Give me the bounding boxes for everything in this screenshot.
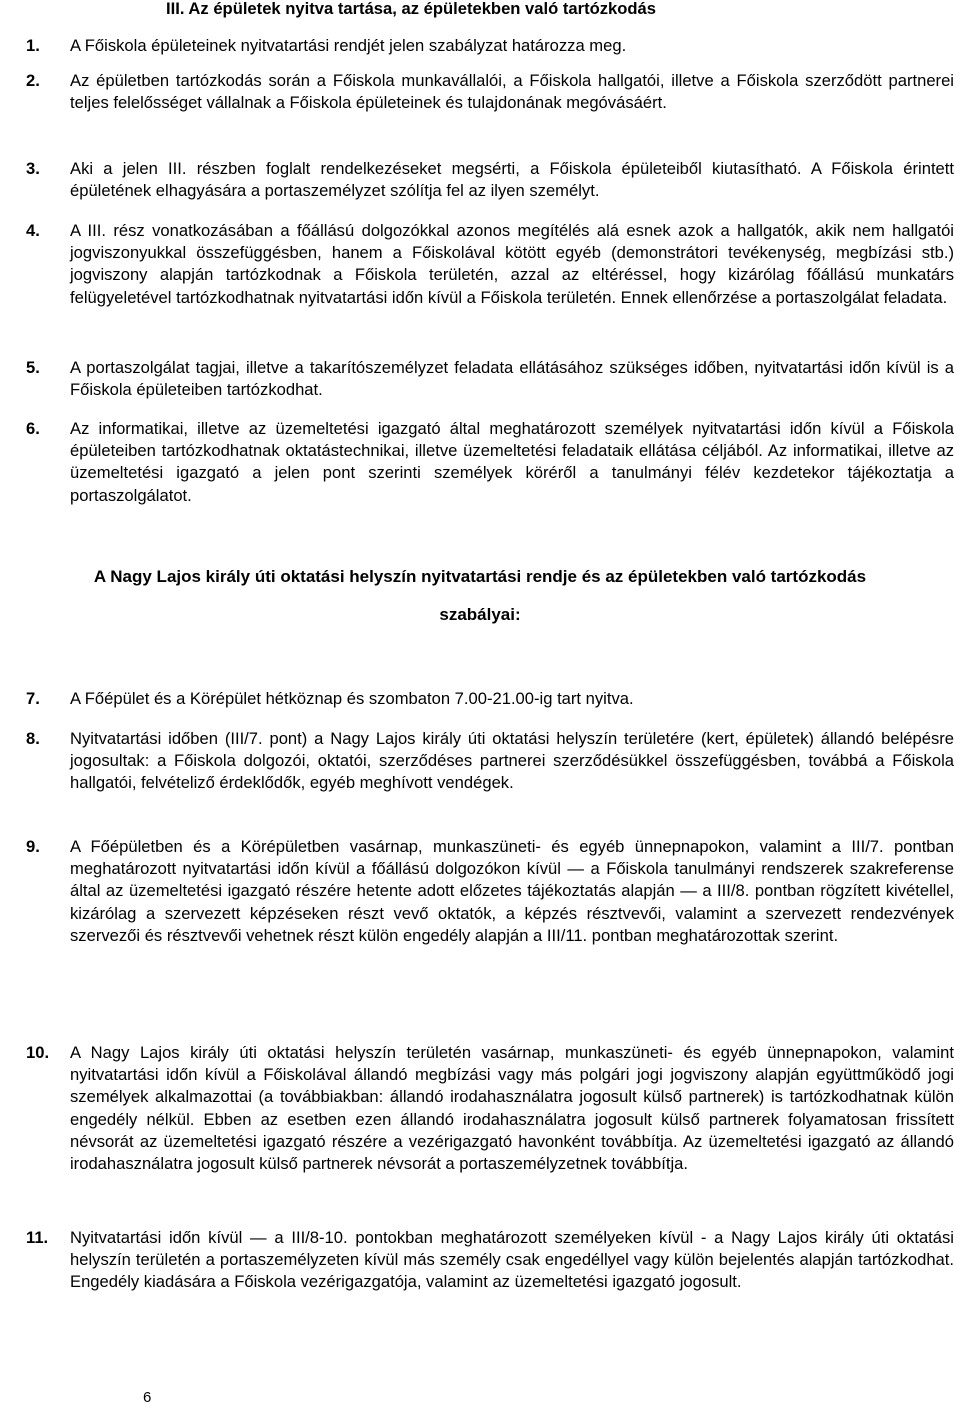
list-item-7: [26, 688, 954, 710]
item-text: Az informatikai, illetve az üzemeltetési igazgató által meghatározott személyek nyitvatartási időn kívül a Főiskola épületeiben tartózkodhatnak oktatástechnikai, illetve üzemeltetési feladataik ellátása céljából. Az informatikai, illetve az üzemeltetési igazgató a jelen pont szerinti személyek köréről a tanulmányi félév kezdetekor tájékoztatja a portaszolgálatot.: [70, 419, 954, 505]
item-text: A Főépületben és a Körépületben vasárnap, munkaszüneti- és egyéb ünnepnapokon, valamint a III/7. pontban meghatározott nyitvatartási időn kívül a főállású dolgozókon kívül — a Főiskola tanulmányi rendszerek szakreferense által az üzemeltetési igazgató részére hetente adott előzetes tájékoztatás alapján — a III/8. pontban rögzített kivétellel, kizárólag a szervezett képzéseken részt vevő oktatók, a képzés résztvevői, valamint a szervezett rendezvények szervezői és résztvevői vehetnek részt külön engedély alapján a III/11. pontban meghatározottak szerint.: [70, 837, 954, 945]
item-text: A III. rész vonatkozásában a főállású dolgozókkal azonos megítélés alá esnek azok a hallgatók, akik nem hallgatói jogviszonyukkal összefüggésben, hanem a Főiskolával kötött egyéb (demonstrátori tevékenység, megbízási stb.) jogviszony alapján tartózkodnak a Főiskola területén, azzal az eltéréssel, hogy kizárólag főállású munkatárs felügyeletével tartózkodhatnak nyitvatartási időn kívül a Főiskola területén. Ennek ellenőrzése a portaszolgálat feladata.: [70, 221, 954, 307]
list-item-9: [26, 836, 954, 947]
page-number: 6: [143, 1389, 152, 1406]
item-text: A Nagy Lajos király úti oktatási helyszín területén vasárnap, munkaszüneti- és egyéb ünnepnapokon, valamint nyitvatartási időn kívül a Főiskolával állandó megbízási vagy más polgári jogi jogviszony alapján együttműködő jogi személyek alkalmazottai (a továbbiakban: állandó irodahasználatra jogosult külső partnerek) is tartózkodhatnak külön engedély nélkül. Ebben az esetben ezen állandó irodahasználatra jogosult külső partnerek folyamatosan frissített névsorát az üzemeltetési igazgató részére a vezérigazgató havonként továbbítja. Az üzemeltetési igazgató az állandó irodahasználatra jogosult külső partnerek névsorát a portaszemélyzetnek továbbítja.: [70, 1043, 954, 1174]
item-number: 8.: [26, 729, 40, 748]
list-item-8: [26, 728, 954, 795]
list-item-10: [26, 1042, 954, 1175]
list-item-2: [26, 70, 954, 114]
item-text: Aki a jelen III. részben foglalt rendelkezéseket megsérti, a Főiskola épületeiből kiutasítható. A Főiskola érintett épületének elhagyására a portaszemélyzet szólítja fel az ilyen személyt.: [70, 159, 954, 201]
item-text: A portaszolgálat tagjai, illetve a takarítószemélyzet feladata ellátásához szükséges időben, nyitvatartási időn kívül is a Főiskola épületeiben tartózkodhat.: [70, 358, 954, 400]
item-number: 4.: [26, 221, 40, 240]
item-number: 10.: [26, 1043, 50, 1062]
item-number: 2.: [26, 71, 40, 90]
item-number: 11.: [26, 1228, 49, 1247]
list-item-1: [26, 35, 954, 57]
item-number: 1.: [26, 36, 40, 55]
list-item-5: [26, 357, 954, 401]
list-item-11: [26, 1227, 954, 1294]
section-heading: III. Az épületek nyitva tartása, az épületekben való tartózkodás: [166, 0, 656, 18]
item-text: Nyitvatartási időben (III/7. pont) a Nagy Lajos király úti oktatási helyszín területére (kert, épületek) állandó belépésre jogosultak: a Főiskola dolgozói, oktatói, szerződéses partnerei szerződésükkel összefüggésben, továbbá a Főiskola hallgatói, felvételiző érdeklődők, egyéb meghívott vendégek.: [70, 729, 954, 793]
item-number: 3.: [26, 159, 40, 178]
list-item-6: [26, 418, 954, 507]
item-number: 7.: [26, 689, 40, 708]
item-text: Az épületben tartózkodás során a Főiskola munkavállalói, a Főiskola hallgatói, illetve a Főiskola szerződött partnerei teljes felelősséget vállalnak a Főiskola épületeinek és tulajdonának megóvásáért.: [70, 71, 954, 113]
item-text: A Főépület és a Körépület hétköznap és szombaton 7.00-21.00-ig tart nyitva.: [70, 689, 634, 708]
list-item-4: [26, 220, 954, 309]
item-text: Nyitvatartási időn kívül — a III/8-10. pontokban meghatározott személyeken kívül - a Nagy Lajos király úti oktatási helyszín területén a portaszemélyzeten kívül más személy csak engedéllyel vagy külön bejelentés alapján tartózkodhat. Engedély kiadására a Főiskola vezérigazgatója, valamint az üzemeltetési igazgató jogosult.: [70, 1228, 954, 1292]
list-item-3: [26, 158, 954, 202]
item-number: 9.: [26, 837, 40, 856]
section-title-line-2: szabályai:: [439, 605, 521, 624]
item-number: 6.: [26, 419, 40, 438]
item-text: A Főiskola épületeinek nyitvatartási rendjét jelen szabályzat határozza meg.: [70, 36, 627, 55]
section-title-line-1: A Nagy Lajos király úti oktatási helyszín nyitvatartási rendje és az épületekben való tartózkodás: [93, 567, 867, 586]
item-number: 5.: [26, 358, 40, 377]
